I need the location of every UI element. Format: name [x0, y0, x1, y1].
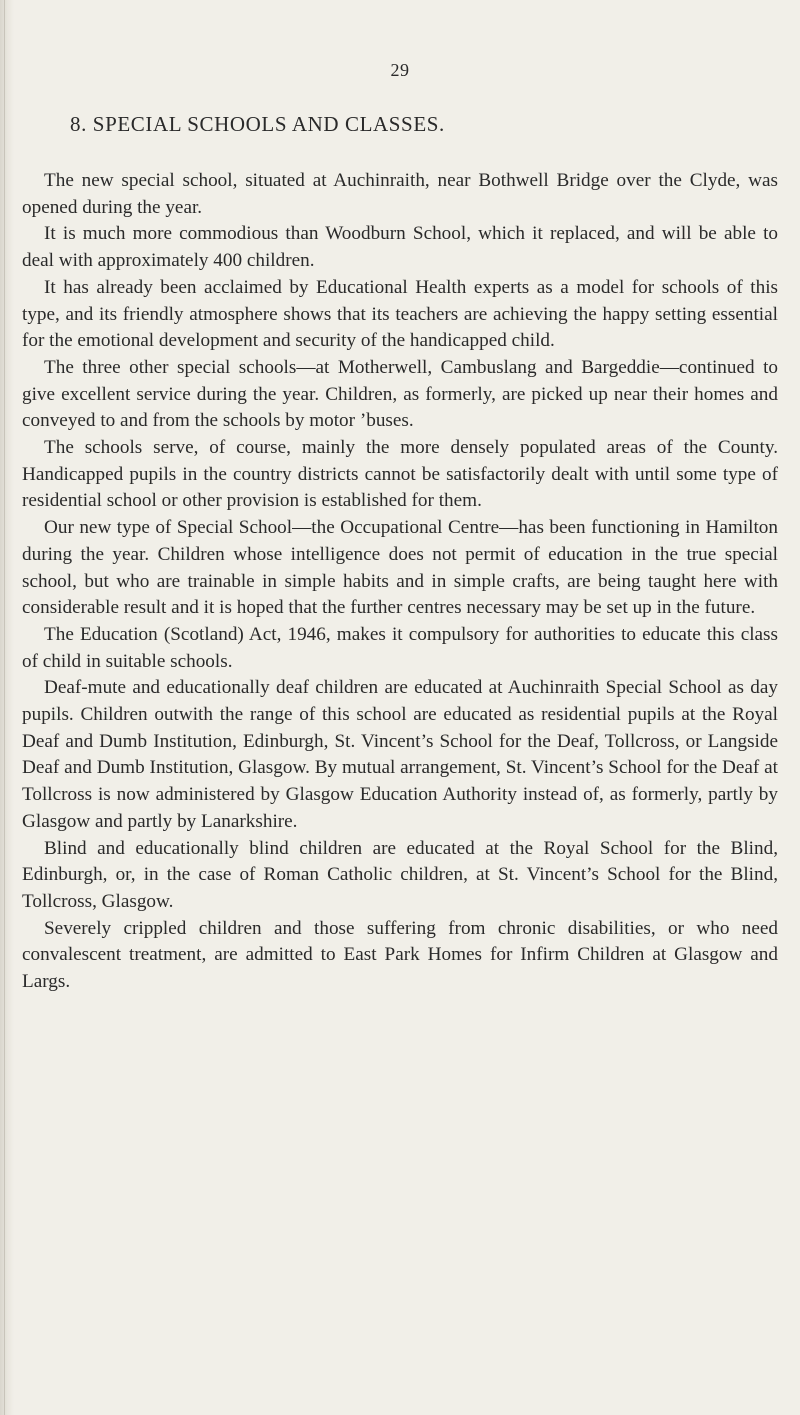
paragraph-crippled-children: Severely crippled children and those suffering from chronic disabilities, or who need convalescent treatment, are admitted to East Park Homes for Infirm Children at Glasgow and Largs. [22, 917, 778, 993]
paragraph-occupational-centre: Our new type of Special School—the Occupational Centre—has been functioning in Hamilton during the year. Children whose intelligence does not permit of education in the true special school, but who are trainable in simple habits and in simple crafts, are being taught here with considerable result and it is hoped that the further centres necessary may be set up in the future. [22, 517, 778, 619]
paragraph-three-other-schools: The three other special schools—at Motherwell, Cambuslang and Bargeddie—continued to give excellent service during the year. Children, as formerly, are picked up near their homes and conveyed to and from the schools by motor ’buses. [22, 356, 778, 432]
paragraph-commodious: It is much more commodious than Woodburn School, which it replaced, and will be able to deal with approximately 400 children. [22, 223, 778, 272]
paragraph-deaf-children: Deaf-mute and educationally deaf children are educated at Auchinraith Special School as day pupils. Children outwith the range of this school are educated as residential pupils at the Royal Deaf and Dumb Institution, Edinburgh, St. Vincent’s School for the Deaf, Tollcross, or Langside Deaf and Dumb Institution, Glasgow. By mutual arrangement, St. Vincent’s School for the Deaf at Tollcross is now administered by Glasgow Education Authority instead of, as formerly, partly by Glasgow and partly by Lanarkshire. [22, 677, 778, 832]
body-text [22, 168, 778, 996]
page-number: 29 [390, 60, 410, 80]
paragraph-blind-children: Blind and educationally blind children are educated at the Royal School for the Blind, Edinburgh, or, in the case of Roman Catholic children, at St. Vincent’s School for the Blind, Tollcross, Glasgow. [22, 837, 778, 912]
page-binding-edge [0, 0, 14, 1415]
paragraph-acclaimed: It has already been acclaimed by Educational Health experts as a model for schools of this type, and its friendly atmosphere shows that its teachers are achieving the happy setting essential for the emotional development and security of the handicapped child. [22, 276, 778, 352]
paragraph-education-act: The Education (Scotland) Act, 1946, makes it compulsory for authorities to educate this class of child in suitable schools. [22, 623, 778, 672]
page-binding-line [4, 0, 5, 1415]
paragraph-new-special-school: The new special school, situated at Auchinraith, near Bothwell Bridge over the Clyde, was opened during the year. [22, 170, 778, 218]
paragraph-schools-serve: The schools serve, of course, mainly the more densely populated areas of the County. Handicapped pupils in the country districts cannot be satisfactorily dealt with until some type of residential school or other provision is established for them. [22, 437, 778, 512]
section-heading: 8. SPECIAL SCHOOLS AND CLASSES. [70, 112, 445, 136]
